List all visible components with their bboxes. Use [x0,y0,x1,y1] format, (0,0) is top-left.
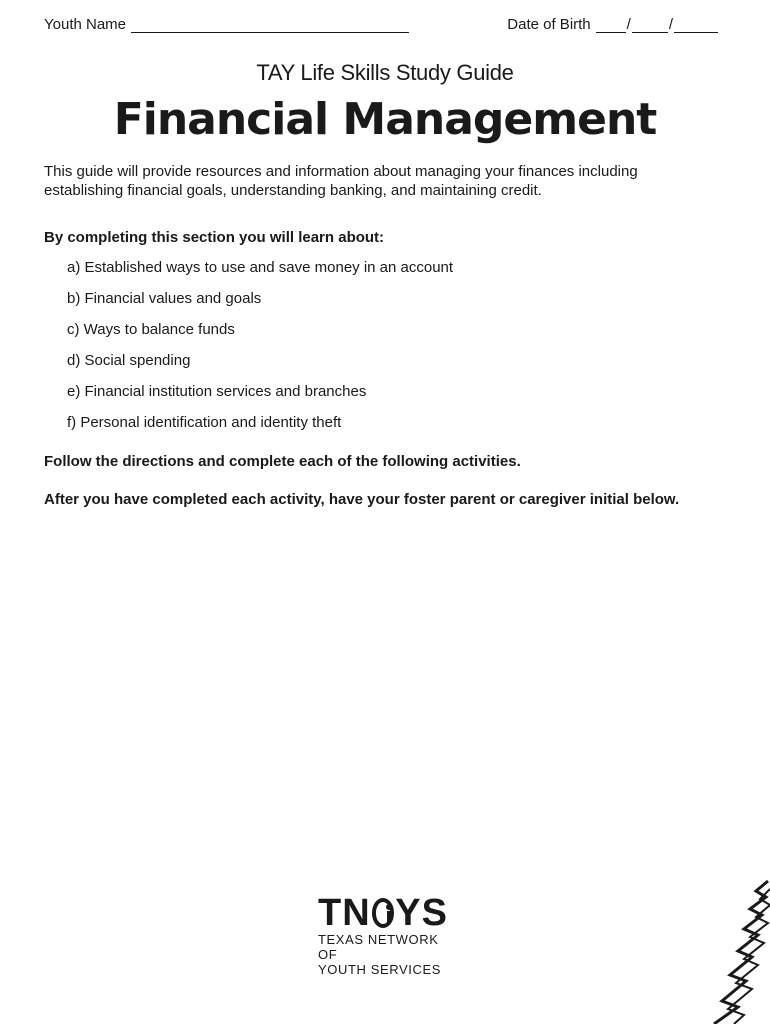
list-item: d) Social spending [67,352,191,369]
logo-line-2: YOUTH SERVICES [318,962,442,977]
dob-month-line[interactable] [596,18,626,33]
list-item: e) Financial institution services and branches [67,383,367,400]
intro-paragraph: This guide will provide resources and information about managing your finances including establishing financial goals, understanding banking, and maintaining credit. [44,163,638,199]
list-item: f) Personal identification and identity theft [67,414,342,431]
form-header [44,16,718,33]
logo-mark-left: TN [318,892,371,934]
topic-list [67,258,453,444]
zigzag-decoration-icon [700,879,770,1024]
dob-year-line[interactable] [674,18,718,33]
youth-name-field[interactable] [44,16,409,33]
person-circle-icon [372,898,395,928]
page-title: Financial Management [113,94,657,145]
date-of-birth-field[interactable] [507,16,718,33]
date-of-birth-label: Date of Birth [507,16,591,33]
dob-separator: / [668,16,673,33]
logo-wordmark [318,894,448,932]
logo-mark-right: YS [395,892,448,934]
tnoys-logo [318,894,448,977]
directions-text: Follow the directions and complete each of the following activities. [44,453,521,470]
dob-day-line[interactable] [632,18,668,33]
list-item: b) Financial values and goals [67,290,262,307]
series-title: TAY Life Skills Study Guide [256,60,514,85]
dob-separator: / [626,16,631,33]
learn-heading: By completing this section you will learn about: [44,229,385,246]
list-item: a) Established ways to use and save money in an account [67,259,454,276]
logo-line-1: TEXAS NETWORK OF [318,932,439,962]
youth-name-line[interactable] [131,18,409,33]
initial-note: After you have completed each activity, have your foster parent or caregiver initial below. [44,491,680,508]
youth-name-label: Youth Name [44,16,127,33]
list-item: c) Ways to balance funds [67,321,235,338]
